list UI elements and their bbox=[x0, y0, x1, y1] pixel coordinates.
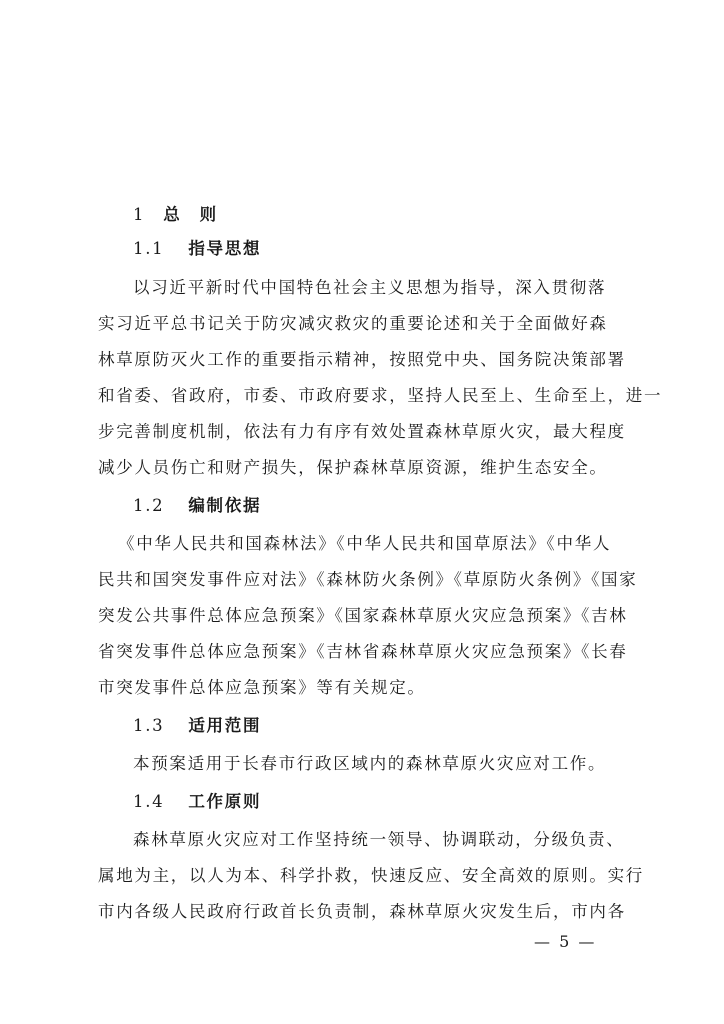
paragraph-line: 步完善制度机制，依法有力有序有效处置森林草原火灾，最大程度 bbox=[98, 422, 626, 441]
paragraph-line: 市内各级人民政府行政首长负责制，森林草原火灾发生后，市内各 bbox=[98, 902, 626, 921]
section-heading-1 bbox=[133, 205, 673, 225]
paragraph-line: 民共和国突发事件应对法》《森林防火条例》《草原防火条例》《国家 bbox=[98, 570, 638, 589]
subsection-title: 指导思想 bbox=[188, 239, 262, 258]
paragraph-line: 属地为主，以人为本、科学扑救，快速反应、安全高效的原则。实行 bbox=[98, 866, 644, 885]
subsection-number: 1.3 bbox=[133, 716, 165, 735]
subsection-heading-1-3 bbox=[133, 716, 673, 736]
subsection-heading-1-1 bbox=[133, 239, 673, 259]
paragraph-line: 市突发事件总体应急预案》等有关规定。 bbox=[98, 678, 426, 697]
subsection-title: 编制依据 bbox=[188, 496, 262, 515]
section-number: 1 bbox=[133, 205, 146, 224]
paragraph-line: 以习近平新时代中国特色社会主义思想为指导，深入贯彻落 bbox=[133, 278, 607, 297]
paragraph-line: 实习近平总书记关于防灾减灾救灾的重要论述和关于全面做好森 bbox=[98, 314, 608, 333]
paragraph-line: 和省委、省政府，市委、市政府要求，坚持人民至上、生命至上，进一 bbox=[98, 386, 663, 405]
subsection-title: 工作原则 bbox=[188, 792, 262, 811]
page-number: — 5 — bbox=[534, 932, 597, 951]
subsection-number: 1.4 bbox=[133, 792, 165, 811]
paragraph-line: 森林草原火灾应对工作坚持统一领导、协调联动，分级负责、 bbox=[133, 830, 625, 849]
subsection-title: 适用范围 bbox=[188, 716, 262, 735]
subsection-heading-1-4 bbox=[133, 792, 673, 812]
paragraph-line: 减少人员伤亡和财产损失，保护森林草原资源，维护生态安全。 bbox=[98, 458, 608, 477]
paragraph-line: 《中华人民共和国森林法》《中华人民共和国草原法》《中华人 bbox=[118, 534, 612, 553]
paragraph-line: 突发公共事件总体应急预案》《国家森林草原火灾应急预案》《吉林 bbox=[98, 606, 628, 625]
subsection-heading-1-2 bbox=[133, 496, 673, 516]
subsection-number: 1.1 bbox=[133, 239, 165, 258]
section-title: 总 则 bbox=[163, 205, 218, 224]
paragraph-line: 本预案适用于长春市行政区域内的森林草原火灾应对工作。 bbox=[133, 754, 607, 773]
subsection-number: 1.2 bbox=[133, 496, 165, 515]
paragraph-line: 林草原防灭火工作的重要指示精神，按照党中央、国务院决策部署 bbox=[98, 350, 626, 369]
paragraph-line: 省突发事件总体应急预案》《吉林省森林草原火灾应急预案》《长春 bbox=[98, 642, 628, 661]
